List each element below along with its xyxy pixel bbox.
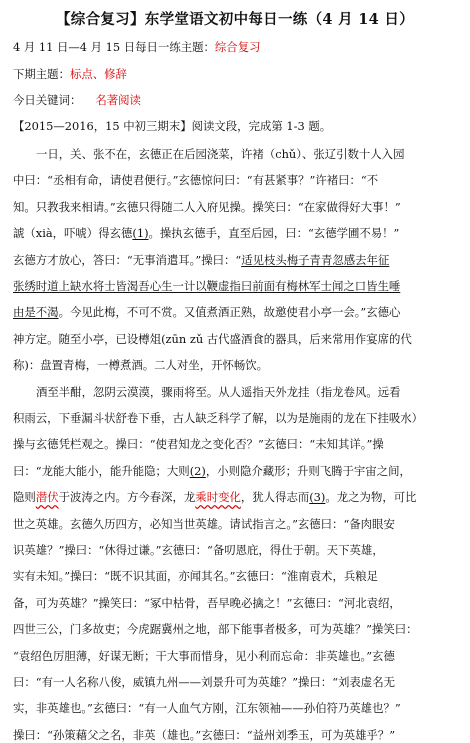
- passage-text: 四世三公，门多故吏；今虎踞冀州之地，部下能事者极多，可为英雄？”操笑曰：: [13, 622, 418, 637]
- keyword-value: 名著阅读: [95, 93, 141, 107]
- highlighted-word: 乘时变化: [195, 490, 241, 505]
- passage-line: [13, 252, 389, 268]
- passage-line: [13, 595, 401, 611]
- passage-line: [13, 304, 400, 320]
- passage-text: 实，非英雄也。”玄德曰：“有一人血气方刚，江东领袖——孙伯符乃英雄也？”: [13, 701, 401, 716]
- underlined-text: 由是不渴: [13, 305, 59, 320]
- underlined-text: (1): [132, 226, 149, 241]
- underlined-text: (3): [309, 490, 326, 505]
- passage-line: [13, 225, 399, 241]
- passage-text: 。操执玄德手，直至后园，曰：“玄德学圃不易！”: [148, 226, 400, 241]
- passage-text: 隐则: [13, 490, 36, 505]
- passage-text: 神方定。随至小亭，已设樽俎(zūn zǔ 古代盛酒食的器具，后来常用作宴席的代: [13, 331, 412, 346]
- passage-text: 諕（xià，吓唬）得玄德: [13, 226, 133, 241]
- passage-text: 称)：盘置青梅，一樽煮酒。二人对坐，开怀畅饮。: [13, 358, 269, 373]
- passage-line: [13, 278, 400, 294]
- theme-line: [13, 39, 260, 55]
- next-theme-label: 下期主题：: [13, 67, 70, 81]
- passage-line: [13, 542, 384, 558]
- passage-text: 世之英雄。玄德久历四方，必知当世英雄。请试指言之。”玄德曰：“备肉眼安: [13, 516, 395, 531]
- source-line: [13, 118, 331, 134]
- passage-text: 。今见此梅，不可不赏。又值煮酒正熟，故邀使君小亭一会。”玄德心: [58, 305, 401, 320]
- passage-line: [13, 463, 411, 479]
- passage-text: 积雨云，下垂漏斗状舒卷下垂，古人缺乏科学了解，以为是施雨的龙在下挂吸水）: [13, 411, 424, 425]
- passage-line: [13, 568, 378, 584]
- passage-text: ，小则隐介藏形；升则飞腾于宇宙之间，: [205, 463, 411, 478]
- source-tag: 【2015—2016，15 中初三期末】: [13, 119, 192, 133]
- next-theme-line: [13, 66, 127, 82]
- passage-text: 操曰：“孙策藉父之名，非英（雄也。”玄德曰：“益州刘季玉，可为英雄乎？”: [13, 727, 396, 742]
- underlined-text: (2): [189, 463, 206, 478]
- passage-text: 识英雄？”操曰：“休得过谦。”玄德曰：“备叨恩庇，得仕于朝。天下英雄，: [13, 543, 384, 557]
- underlined-text: 张绣时道上缺水将士皆渴吾心生一计以鞭虚指曰前面有梅林军士闻之口皆生唾: [13, 279, 401, 293]
- highlighted-word: 潜伏: [35, 490, 59, 505]
- passage-text: 玄德方才放心，答曰：“无事消遣耳。”操曰：“: [13, 252, 242, 267]
- passage-text: 曰：“龙能大能小，能升能隐；大则: [13, 463, 190, 478]
- passage-line: [13, 648, 395, 664]
- page-title: 【综合复习】东学堂语文初中每日一练（4 月 14 日）: [55, 11, 414, 28]
- passage-text: 一日，关、张不在，玄德正在后园浇菜，许褚（chǔ）、张辽引数十人入园: [36, 147, 405, 161]
- passage-line: [13, 172, 378, 188]
- underlined-text: 适见枝头梅子青青忽感去年征: [241, 252, 390, 267]
- passage-line: [13, 489, 417, 505]
- passage-text: 实有未知。”操曰：“既不识其面，亦闻其名。”玄德曰：“淮南袁术，兵粮足: [13, 569, 379, 584]
- theme-value: 综合复习: [214, 40, 261, 54]
- passage-line: [13, 357, 268, 373]
- passage-line: [13, 727, 395, 743]
- passage-text: 知。只教我来相请。”玄德只得随二人入府见操。操笑曰：“在家做得好大事！”: [13, 199, 401, 214]
- passage-line: [13, 410, 423, 426]
- passage-line: [13, 700, 401, 716]
- passage-text: 曰：“有一人名称八俊，威镇九州——刘景升可为英雄？”操曰：“刘表虚名无: [13, 675, 395, 689]
- passage-text: 操与玄德凭栏观之。操曰：“使君知龙之变化否？”玄德曰：“未知其详。”操: [13, 437, 384, 452]
- passage-text: 备，可为英雄？”操笑曰：“冢中枯骨，吾早晚必擒之！”玄德曰：“河北袁绍，: [13, 595, 401, 610]
- next-theme-value: 标点、修辞: [69, 67, 127, 81]
- keyword-label: 今日关键词：: [13, 93, 82, 107]
- theme-period: 4 月 11 日—4 月 15 日每日一练主题：: [13, 40, 215, 54]
- keyword-line: [13, 92, 141, 108]
- passage-line: [13, 516, 395, 532]
- passage-line: [13, 436, 384, 452]
- passage-line: [36, 384, 401, 400]
- source-instruction: 阅读文段，完成第 1-3 题。: [191, 119, 332, 133]
- passage-line: [13, 621, 418, 637]
- passage-text: 酒至半酣，忽阴云漠漠，骤雨将至。从人遥指天外龙挂（指龙卷风。远看: [36, 384, 401, 399]
- passage-text: ，犹人得志而: [240, 490, 310, 505]
- passage-text: 中曰：“丞相有命，请使君便行。”玄德惊问曰：“有甚紧事？”许褚曰：“不: [13, 173, 379, 188]
- passage-line: [13, 199, 401, 215]
- passage-line: [36, 146, 404, 162]
- passage-text: 于波涛之内。方今春深，龙: [58, 490, 196, 505]
- passage-text: “袁绍色厉胆薄，好谋无断；干大事而惜身，见小利而忘命：非英雄也。”玄德: [13, 648, 395, 663]
- passage-text: 。龙之为物，可比: [325, 490, 417, 505]
- passage-line: [13, 331, 412, 347]
